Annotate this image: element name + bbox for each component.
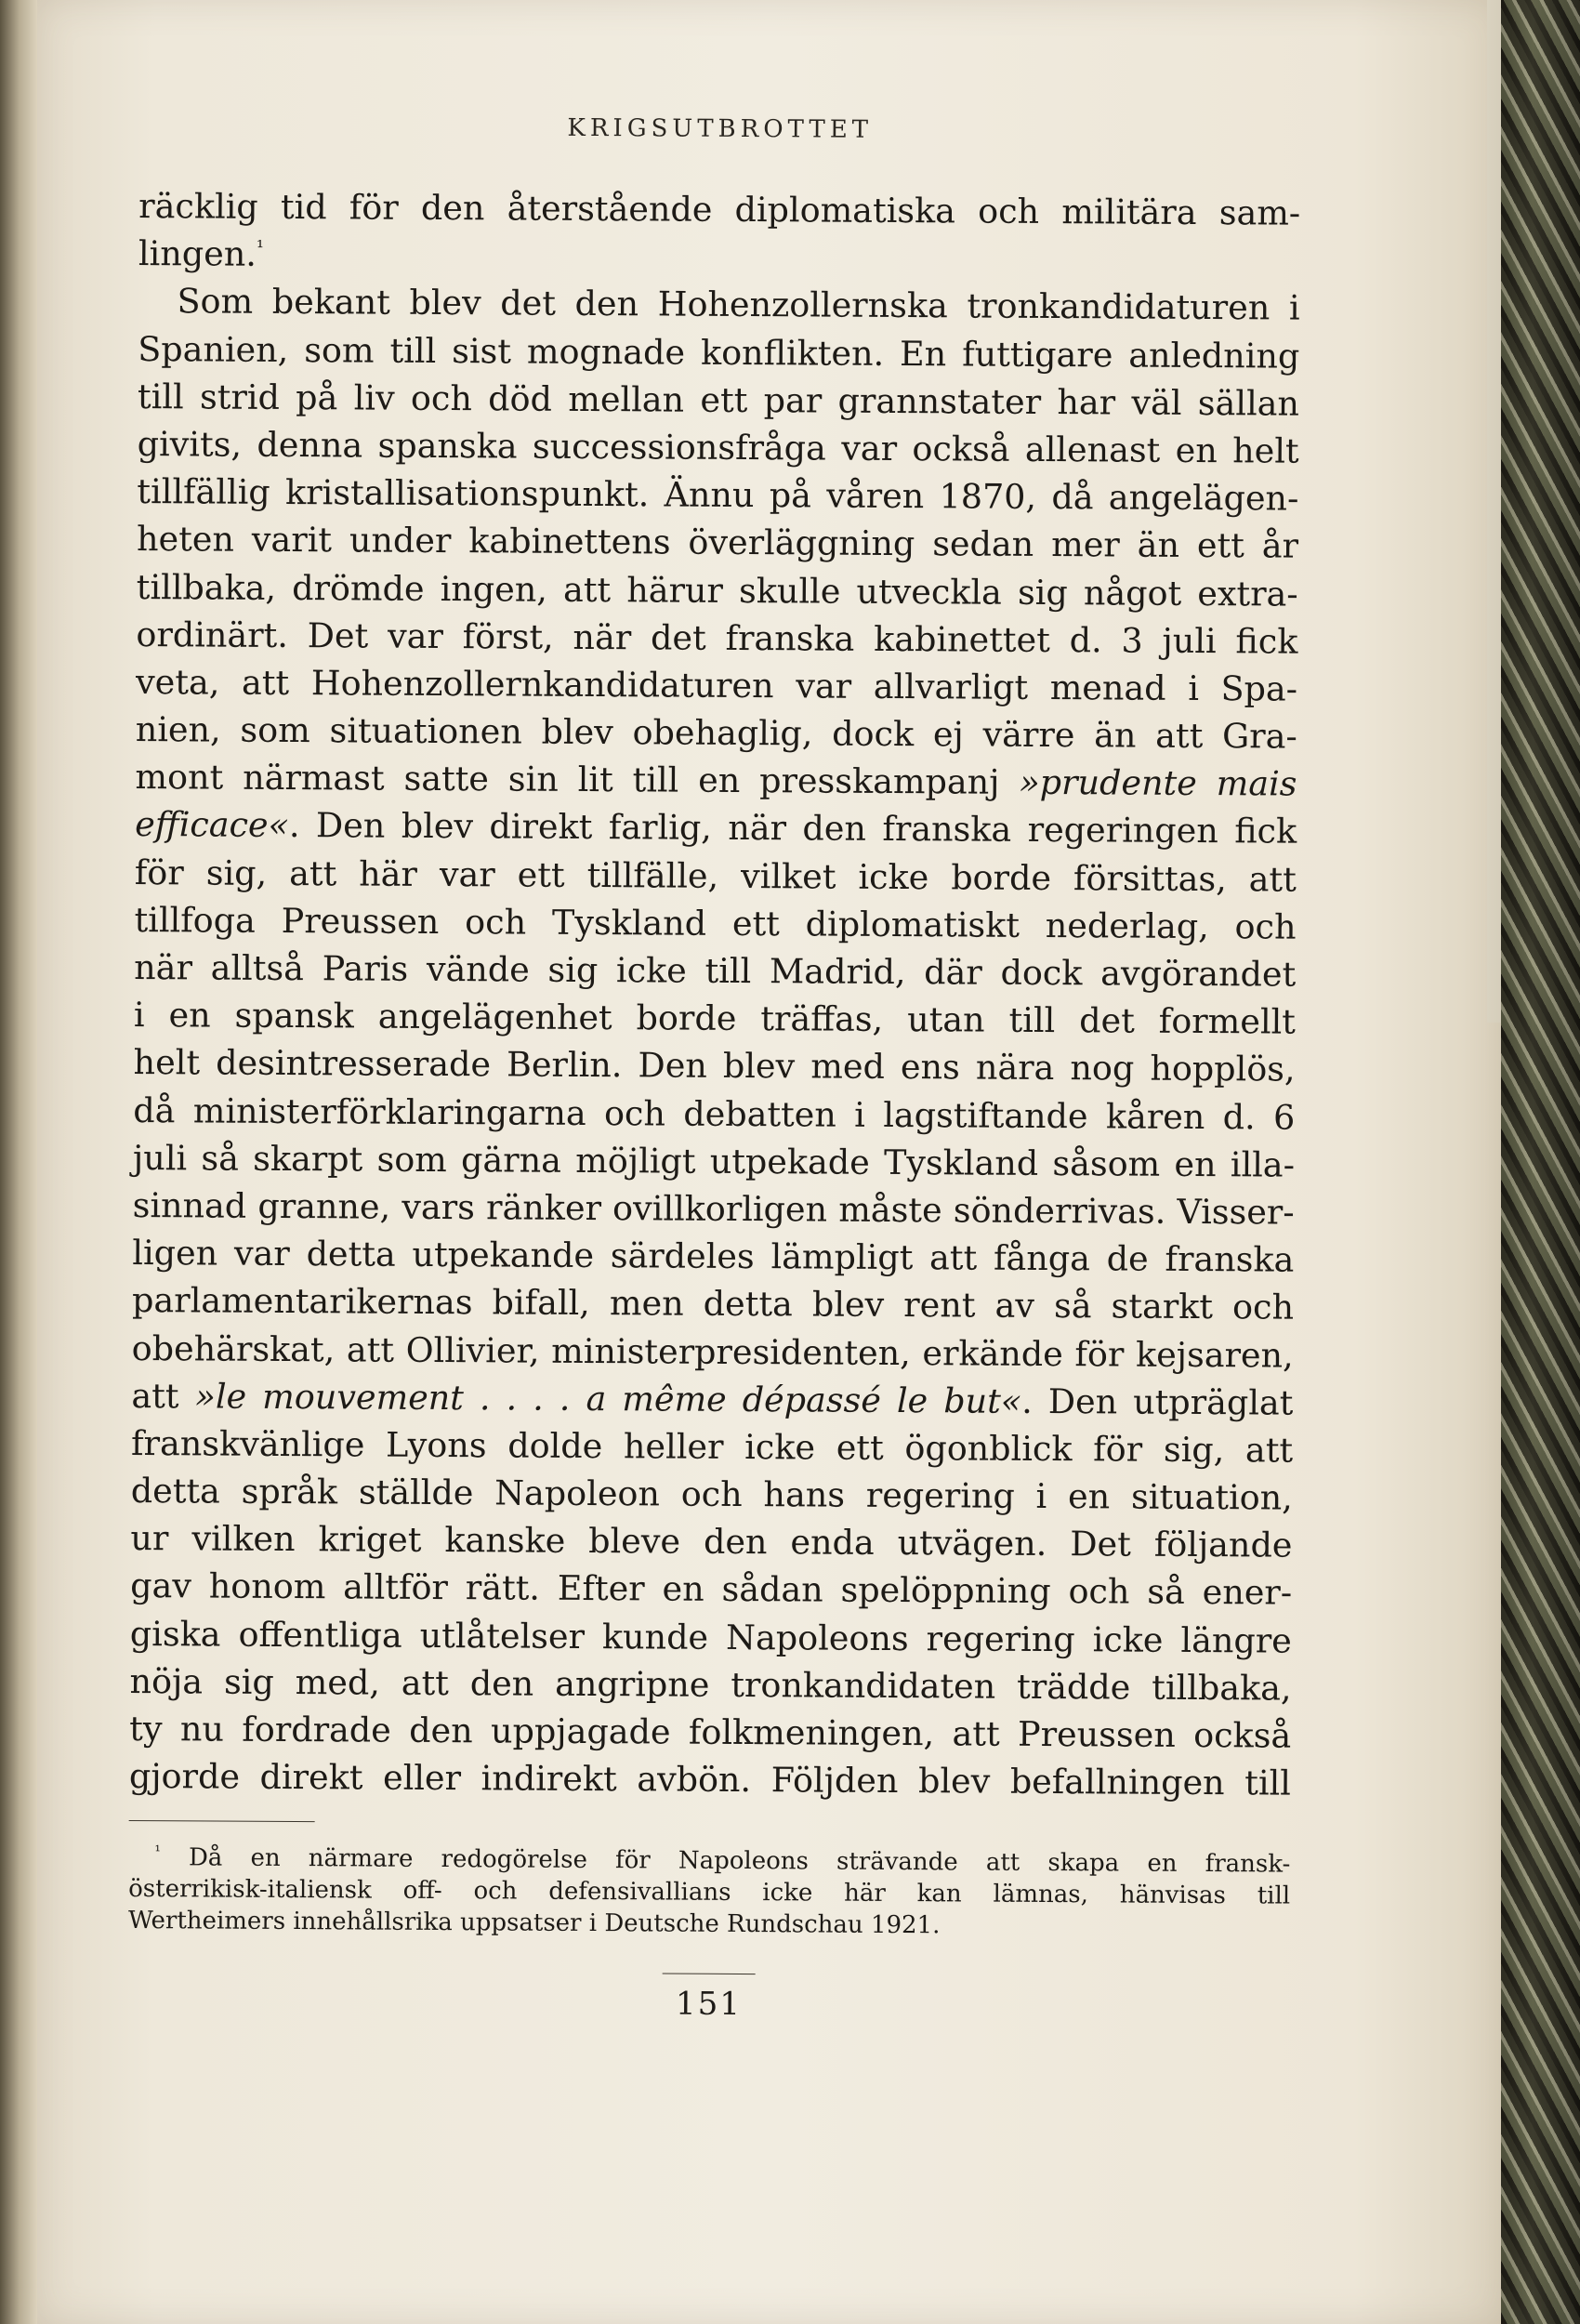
page-number-rule	[663, 1974, 756, 1975]
body-line: när alltså Paris vände sig icke till Madrid, där dock avgörandet	[134, 946, 1297, 995]
page-number: 151	[675, 1985, 743, 2024]
footnote-marker: ¹	[154, 1842, 161, 1860]
footnote	[128, 1842, 1291, 1944]
italic-quote: efficace«	[135, 804, 290, 846]
body-line: sinnad granne, vars ränker ovillkorligen måste sönderrivas. Visser-	[132, 1184, 1295, 1233]
body-line: franskvänlige Lyons dolde heller icke ett ögonblick för sig, att	[130, 1422, 1294, 1471]
body-line: till strid på liv och död mellan ett par grannstater har väl sällan	[137, 376, 1300, 424]
body-line: ty nu fordrade den uppjagade folkmeningen, att Preussen också	[129, 1708, 1292, 1756]
body-line: gav honom alltför rätt. Efter en sådan spelöppning och så ener-	[130, 1565, 1293, 1614]
body-line: veta, att Hohenzollernkandidaturen var allvarligt menad i Spa-	[135, 661, 1298, 709]
body-line: då ministerförklaringarna och debatten i lagstiftande kåren d. 6	[133, 1089, 1296, 1138]
body-line: heten varit under kabinettens överläggning sedan mer än ett år	[136, 519, 1299, 566]
body-line: räcklig tid för den återstående diplomatiska och militära sam-	[138, 185, 1301, 233]
body-line: juli så skarpt som gärna möjligt utpekade Tyskland såsom en illa-	[132, 1137, 1296, 1185]
body-line-text: mont närmast satte sin lit till en presskampanj	[135, 757, 1000, 802]
body-line: Som bekant blev det den Hohenzollernska tronkandidaturen i	[177, 281, 1300, 329]
body-line: nöja sig med, att den angripne tronkandidaten trädde tillbaka,	[129, 1660, 1292, 1709]
footnote-divider	[129, 1820, 315, 1822]
footnote-reference: ¹	[256, 235, 265, 258]
body-line-text: . Den utpräglat	[1021, 1380, 1294, 1423]
body-line: helt desintresserade Berlin. Den blev med ens nära nog hopplös,	[133, 1042, 1296, 1089]
body-line: tillbaka, drömde ingen, att härur skulle utveckla sig något extra-	[136, 566, 1298, 614]
body-line-text: att	[131, 1375, 179, 1416]
body-line: gjorde direkt eller indirekt avbön. Följden blev befallningen till	[128, 1756, 1292, 1803]
body-line: för sig, att här var ett tillfälle, vilket icke borde försittas, att	[134, 852, 1297, 900]
body-line: ordinärt. Det var först, när det franska kabinettet d. 3 juli fick	[136, 614, 1298, 662]
body-line: ligen var detta utpekande särdeles lämpligt att fånga de franska	[132, 1233, 1295, 1280]
body-line-text: lingen.	[138, 233, 257, 274]
body-line: parlamentarikernas bifall, men detta blev rent av så starkt och	[131, 1280, 1295, 1327]
italic-quote: »le mouvement . . . . a même dépassé le but«	[194, 1376, 1022, 1421]
body-line: ur vilken kriget kanske bleve den enda utvägen. Det följande	[130, 1518, 1293, 1565]
body-line: Spanien, som till sist mognade konflikten. En futtigare anledning	[138, 328, 1300, 376]
italic-quote: »prudente mais	[1019, 762, 1297, 804]
footnote-line: Wertheimers innehållsrika uppsatser i Deutsche Rundschau 1921.	[127, 1907, 941, 1940]
body-line-text: . Den blev direkt farlig, när den franska regeringen fick	[288, 805, 1297, 852]
body-line: giska offentliga utlåtelser kunde Napoleons regering icke längre	[129, 1613, 1292, 1661]
body-line: i en spansk angelägenhet borde träffas, utan till det formellt	[133, 995, 1297, 1042]
text-block	[127, 93, 1301, 2027]
body-line	[131, 1372, 1293, 1427]
body-line: tillfällig kristallisationspunkt. Ännu på våren 1870, då angelägen-	[137, 471, 1299, 519]
running-head: KRIGSUTBROTTET	[567, 113, 874, 144]
footnote-line: österrikisk-italiensk off- och defensivallians icke här kan lämnas, hänvisas till	[128, 1875, 1291, 1910]
body-text	[129, 182, 1301, 1807]
body-line: obehärskat, att Ollivier, ministerpresidenten, erkände för kejsaren,	[131, 1327, 1294, 1376]
body-line	[135, 800, 1297, 855]
body-line: givits, denna spanska successionsfråga var också allenast en helt	[137, 423, 1299, 471]
body-line: tillfoga Preussen och Tyskland ett diplomatiskt nederlag, och	[134, 899, 1297, 947]
body-line	[138, 230, 1300, 284]
body-line	[135, 753, 1297, 808]
footnote-line-text: Då en närmare redogörelse för Napoleons strävande att skapa en fransk-	[188, 1843, 1291, 1879]
body-line: detta språk ställde Napoleon och hans regering i en situation,	[130, 1471, 1293, 1518]
book-binding-cover	[1501, 0, 1580, 2324]
body-line: nien, som situationen blev obehaglig, dock ej värre än att Gra-	[135, 709, 1297, 757]
